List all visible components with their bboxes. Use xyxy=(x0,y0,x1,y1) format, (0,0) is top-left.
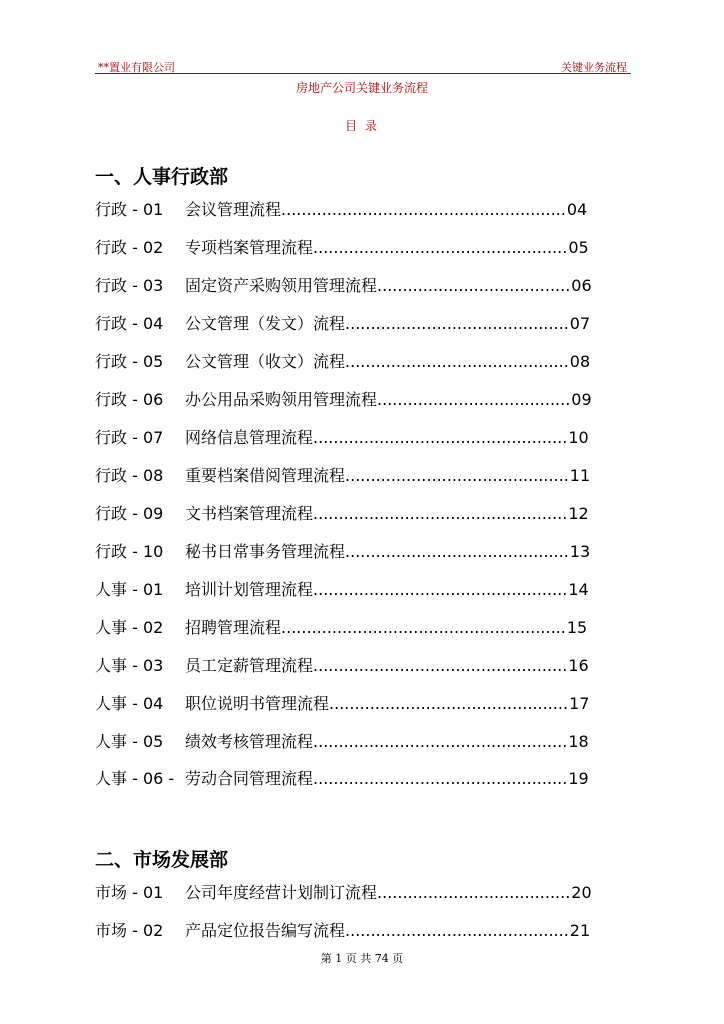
toc-entry-title: 网络信息管理流程 xyxy=(185,428,314,447)
header-divider xyxy=(95,73,631,74)
section-heading-hr-admin: 一、人事行政部 xyxy=(95,166,229,188)
toc-entry-title: 专项档案管理流程 xyxy=(185,238,314,257)
toc-entry-title: 劳动合同管理流程 xyxy=(185,769,314,788)
toc-entry-code: 行政 - 09 xyxy=(95,504,164,523)
toc-entry-leader: .................................................. xyxy=(313,428,568,447)
toc-entry-code: 人事 - 02 xyxy=(95,618,164,637)
document-title: 房地产公司关键业务流程 xyxy=(295,81,428,95)
toc-entry-title: 公文管理（发文）流程 xyxy=(185,314,346,333)
toc-title: 目 录 xyxy=(345,119,379,133)
toc-entry[interactable] xyxy=(95,351,590,373)
toc-entry-leader: ............................................ xyxy=(345,314,569,333)
toc-entry-title: 职位说明书管理流程 xyxy=(185,694,330,713)
toc-entry[interactable] xyxy=(95,503,589,525)
toc-entry-code: 行政 - 07 xyxy=(95,428,164,447)
toc-entry-code: 市场 - 02 xyxy=(95,921,164,940)
toc-entry-code: 人事 - 03 xyxy=(95,656,164,675)
section-heading-market-dev: 二、市场发展部 xyxy=(95,849,229,871)
toc-entry-code: 市场 - 01 xyxy=(95,883,164,902)
header-company: **置业有限公司 xyxy=(98,61,175,74)
toc-entry-leader: .................................................. xyxy=(313,238,568,257)
toc-entry-code: 行政 - 02 xyxy=(95,238,164,257)
toc-entry-page: 07 xyxy=(569,314,591,333)
toc-entry-leader: .................................................. xyxy=(313,769,568,788)
toc-entry-leader: .................................................. xyxy=(313,504,568,523)
toc-entry-page: 16 xyxy=(568,656,589,675)
toc-entry-page: 14 xyxy=(568,580,589,599)
toc-entry-code: 行政 - 05 xyxy=(95,352,164,371)
toc-entry-page: 09 xyxy=(571,390,592,409)
toc-entry-leader: ...................................... xyxy=(377,390,571,409)
toc-entry-leader: ............................................... xyxy=(329,694,569,713)
toc-entry-page: 15 xyxy=(566,618,588,637)
toc-entry[interactable] xyxy=(95,541,590,563)
toc-entry[interactable] xyxy=(95,693,589,715)
toc-entry-title: 重要档案借阅管理流程 xyxy=(185,466,346,485)
toc-entry-title: 绩效考核管理流程 xyxy=(185,732,314,751)
toc-entry-code: 行政 - 10 xyxy=(95,542,164,561)
toc-entry-leader: .................................................. xyxy=(313,580,568,599)
toc-entry-leader: ............................................ xyxy=(345,542,569,561)
toc-entry[interactable] xyxy=(95,768,589,790)
toc-entry[interactable] xyxy=(95,199,587,221)
toc-entry-title: 员工定薪管理流程 xyxy=(185,656,314,675)
toc-entry-page: 12 xyxy=(568,504,589,523)
toc-entry[interactable] xyxy=(95,882,592,904)
toc-entry[interactable] xyxy=(95,579,589,601)
toc-entry-leader: .................................................. xyxy=(313,656,568,675)
toc-entry-code: 行政 - 01 xyxy=(95,200,164,219)
toc-entry-page: 11 xyxy=(569,466,591,485)
toc-entry[interactable] xyxy=(95,465,590,487)
toc-entry[interactable] xyxy=(95,313,590,335)
toc-entry-title: 招聘管理流程 xyxy=(185,618,282,637)
toc-entry-title: 公文管理（收文）流程 xyxy=(185,352,346,371)
toc-entry[interactable] xyxy=(95,731,589,753)
toc-entry-page: 19 xyxy=(568,769,589,788)
toc-entry-code: 行政 - 08 xyxy=(95,466,164,485)
toc-entry-code: 人事 - 06 - xyxy=(95,769,175,788)
toc-entry-page: 18 xyxy=(568,732,589,751)
toc-entry-code: 人事 - 01 xyxy=(95,580,164,599)
toc-entry-code: 行政 - 03 xyxy=(95,276,164,295)
toc-entry-leader: .................................................. xyxy=(313,732,568,751)
toc-entry-page: 04 xyxy=(566,200,588,219)
toc-entry-title: 产品定位报告编写流程 xyxy=(185,921,346,940)
toc-entry[interactable] xyxy=(95,389,592,411)
toc-entry-leader: ............................................ xyxy=(345,921,569,940)
toc-entry-page: 05 xyxy=(568,238,589,257)
toc-entry[interactable] xyxy=(95,275,592,297)
toc-entry-page: 17 xyxy=(569,694,590,713)
toc-entry-code: 行政 - 04 xyxy=(95,314,164,333)
toc-entry-title: 公司年度经营计划制订流程 xyxy=(185,883,378,902)
toc-entry-code: 人事 - 05 xyxy=(95,732,164,751)
toc-entry-title: 秘书日常事务管理流程 xyxy=(185,542,346,561)
toc-entry[interactable] xyxy=(95,427,589,449)
toc-entry-page: 08 xyxy=(569,352,591,371)
toc-entry-leader: ........................................................ xyxy=(281,200,566,219)
page-footer: 第 1 页 共 74 页 xyxy=(320,952,404,965)
header-section: 关键业务流程 xyxy=(561,61,627,74)
toc-entry-title: 文书档案管理流程 xyxy=(185,504,314,523)
toc-entry-code: 人事 - 04 xyxy=(95,694,164,713)
toc-entry-leader: ............................................ xyxy=(345,466,569,485)
toc-entry-title: 培训计划管理流程 xyxy=(185,580,314,599)
toc-entry-page: 13 xyxy=(569,542,591,561)
toc-entry-page: 20 xyxy=(571,883,592,902)
toc-entry-title: 固定资产采购领用管理流程 xyxy=(185,276,378,295)
toc-entry[interactable] xyxy=(95,617,587,639)
toc-entry[interactable] xyxy=(95,655,589,677)
toc-entry[interactable] xyxy=(95,237,589,259)
toc-entry-title: 会议管理流程 xyxy=(185,200,282,219)
toc-entry-page: 21 xyxy=(569,921,591,940)
toc-entry-leader: ...................................... xyxy=(377,276,571,295)
toc-entry[interactable] xyxy=(95,920,590,942)
toc-entry-leader: ........................................................ xyxy=(281,618,566,637)
toc-entry-code: 行政 - 06 xyxy=(95,390,164,409)
toc-entry-page: 06 xyxy=(571,276,592,295)
toc-entry-leader: ............................................ xyxy=(345,352,569,371)
toc-entry-title: 办公用品采购领用管理流程 xyxy=(185,390,378,409)
toc-entry-page: 10 xyxy=(568,428,589,447)
toc-entry-leader: ...................................... xyxy=(377,883,571,902)
